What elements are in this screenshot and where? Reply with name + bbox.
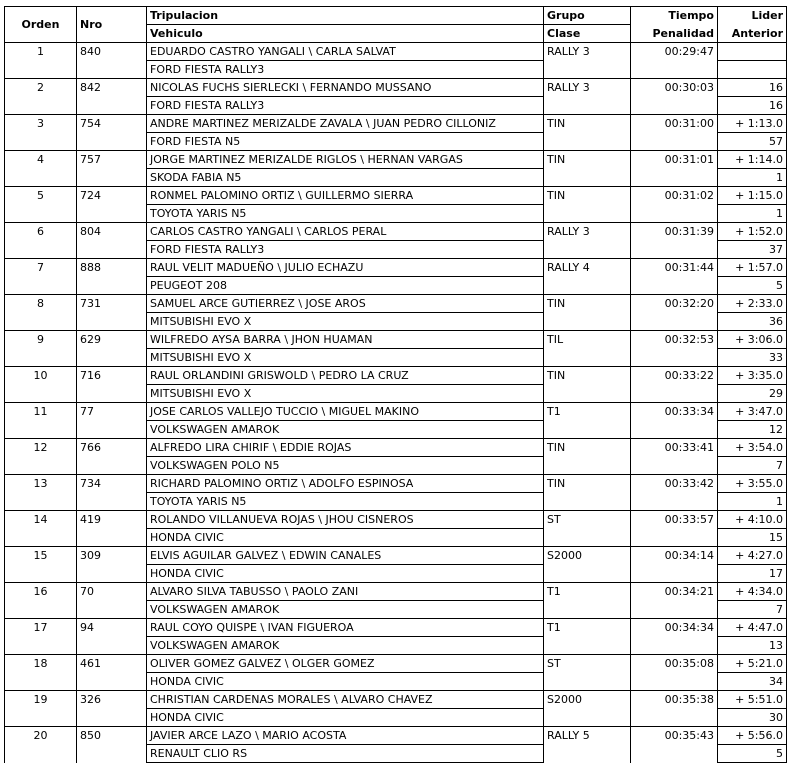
lider-cell: + 1:52.0 [718,223,787,241]
nro-cell: 724 [77,187,147,223]
orden-cell: 19 [5,691,77,727]
orden-cell: 7 [5,259,77,295]
tiempo-cell: 00:33:42 [631,475,718,511]
tripulacion-cell: JORGE MARTINEZ MERIZALDE RIGLOS \ HERNAN VARGAS [147,151,544,169]
anterior-cell: 57 [718,133,787,151]
tripulacion-cell: JOSE CARLOS VALLEJO TUCCIO \ MIGUEL MAKINO [147,403,544,421]
nro-cell: 716 [77,367,147,403]
table-row [5,439,787,457]
grupo-cell: TIN [544,295,631,331]
vehiculo-cell: VOLKSWAGEN AMAROK [147,601,544,619]
lider-cell: + 1:14.0 [718,151,787,169]
orden-cell: 18 [5,655,77,691]
tiempo-cell: 00:34:21 [631,583,718,619]
grupo-cell: T1 [544,619,631,655]
tiempo-cell: 00:31:02 [631,187,718,223]
table-row [5,331,787,349]
header-anterior: Anterior [718,25,787,43]
grupo-cell: TIN [544,187,631,223]
anterior-cell: 15 [718,529,787,547]
lider-cell: + 4:10.0 [718,511,787,529]
tripulacion-cell: ANDRE MARTINEZ MERIZALDE ZAVALA \ JUAN PEDRO CILLONIZ [147,115,544,133]
tiempo-cell: 00:35:08 [631,655,718,691]
tiempo-cell: 00:33:22 [631,367,718,403]
lider-cell: + 5:51.0 [718,691,787,709]
tripulacion-cell: JAVIER ARCE LAZO \ MARIO ACOSTA [147,727,544,745]
anterior-cell: 30 [718,709,787,727]
tiempo-cell: 00:31:01 [631,151,718,187]
table-row [5,655,787,673]
tiempo-cell: 00:34:34 [631,619,718,655]
header-vehiculo: Vehiculo [147,25,544,43]
table-row [5,583,787,601]
tiempo-cell: 00:32:20 [631,295,718,331]
table-row [5,259,787,277]
lider-cell: + 5:21.0 [718,655,787,673]
anterior-cell: 34 [718,673,787,691]
lider-cell: + 3:06.0 [718,331,787,349]
nro-cell: 629 [77,331,147,367]
table-row [5,223,787,241]
lider-cell: + 3:35.0 [718,367,787,385]
orden-cell: 17 [5,619,77,655]
nro-cell: 757 [77,151,147,187]
vehiculo-cell: FORD FIESTA RALLY3 [147,61,544,79]
anterior-cell: 29 [718,385,787,403]
tiempo-cell: 00:35:43 [631,727,718,763]
tripulacion-cell: CARLOS CASTRO YANGALI \ CARLOS PERAL [147,223,544,241]
table-row [5,619,787,637]
tripulacion-cell: RONMEL PALOMINO ORTIZ \ GUILLERMO SIERRA [147,187,544,205]
tiempo-cell: 00:33:34 [631,403,718,439]
vehiculo-cell: FORD FIESTA N5 [147,133,544,151]
grupo-cell: ST [544,655,631,691]
table-row [5,187,787,205]
table-row [5,115,787,133]
vehiculo-cell: VOLKSWAGEN AMAROK [147,421,544,439]
vehiculo-cell: TOYOTA YARIS N5 [147,205,544,223]
grupo-cell: TIN [544,151,631,187]
orden-cell: 12 [5,439,77,475]
lider-cell: + 1:15.0 [718,187,787,205]
vehiculo-cell: TOYOTA YARIS N5 [147,493,544,511]
vehiculo-cell: RENAULT CLIO RS [147,745,544,763]
vehiculo-cell: FORD FIESTA RALLY3 [147,241,544,259]
nro-cell: 70 [77,583,147,619]
vehiculo-cell: VOLKSWAGEN POLO N5 [147,457,544,475]
orden-cell: 4 [5,151,77,187]
grupo-cell: RALLY 3 [544,43,631,79]
tripulacion-cell: NICOLAS FUCHS SIERLECKI \ FERNANDO MUSSANO [147,79,544,97]
header-row-1 [5,7,787,25]
grupo-cell: RALLY 3 [544,79,631,115]
lider-cell [718,43,787,61]
nro-cell: 419 [77,511,147,547]
grupo-cell: RALLY 4 [544,259,631,295]
orden-cell: 2 [5,79,77,115]
nro-cell: 850 [77,727,147,763]
vehiculo-cell: HONDA CIVIC [147,709,544,727]
tripulacion-cell: ALFREDO LIRA CHIRIF \ EDDIE ROJAS [147,439,544,457]
anterior-cell: 5 [718,277,787,295]
vehiculo-cell: HONDA CIVIC [147,673,544,691]
nro-cell: 309 [77,547,147,583]
anterior-cell: 33 [718,349,787,367]
vehiculo-cell: FORD FIESTA RALLY3 [147,97,544,115]
nro-cell: 734 [77,475,147,511]
grupo-cell: T1 [544,403,631,439]
nro-cell: 461 [77,655,147,691]
lider-cell: + 3:54.0 [718,439,787,457]
lider-cell: + 1:57.0 [718,259,787,277]
vehiculo-cell: PEUGEOT 208 [147,277,544,295]
table-row [5,727,787,745]
anterior-cell: 17 [718,565,787,583]
vehiculo-cell: MITSUBISHI EVO X [147,313,544,331]
nro-cell: 326 [77,691,147,727]
vehiculo-cell: MITSUBISHI EVO X [147,385,544,403]
tripulacion-cell: RAUL ORLANDINI GRISWOLD \ PEDRO LA CRUZ [147,367,544,385]
lider-cell: 16 [718,79,787,97]
orden-cell: 8 [5,295,77,331]
grupo-cell: TIN [544,475,631,511]
header-orden: Orden [5,7,77,43]
tiempo-cell: 00:31:00 [631,115,718,151]
grupo-cell: T1 [544,583,631,619]
tripulacion-cell: RICHARD PALOMINO ORTIZ \ ADOLFO ESPINOSA [147,475,544,493]
header-tiempo: Tiempo [631,7,718,25]
anterior-cell: 36 [718,313,787,331]
header-grupo: Grupo [544,7,631,25]
nro-cell: 77 [77,403,147,439]
nro-cell: 842 [77,79,147,115]
table-row [5,79,787,97]
vehiculo-cell: MITSUBISHI EVO X [147,349,544,367]
lider-cell: + 4:34.0 [718,583,787,601]
tripulacion-cell: ELVIS AGUILAR GALVEZ \ EDWIN CANALES [147,547,544,565]
orden-cell: 10 [5,367,77,403]
orden-cell: 3 [5,115,77,151]
grupo-cell: S2000 [544,691,631,727]
nro-cell: 766 [77,439,147,475]
tiempo-cell: 00:33:57 [631,511,718,547]
table-row [5,43,787,61]
header-nro: Nro [77,7,147,43]
tripulacion-cell: EDUARDO CASTRO YANGALI \ CARLA SALVAT [147,43,544,61]
tripulacion-cell: ROLANDO VILLANUEVA ROJAS \ JHOU CISNEROS [147,511,544,529]
header-clase: Clase [544,25,631,43]
grupo-cell: RALLY 5 [544,727,631,763]
tiempo-cell: 00:29:47 [631,43,718,79]
orden-cell: 14 [5,511,77,547]
nro-cell: 840 [77,43,147,79]
anterior-cell: 1 [718,205,787,223]
table-row [5,151,787,169]
table-row [5,367,787,385]
orden-cell: 16 [5,583,77,619]
tiempo-cell: 00:31:44 [631,259,718,295]
anterior-cell: 7 [718,457,787,475]
anterior-cell [718,61,787,79]
nro-cell: 804 [77,223,147,259]
tiempo-cell: 00:33:41 [631,439,718,475]
orden-cell: 6 [5,223,77,259]
grupo-cell: TIL [544,331,631,367]
tripulacion-cell: CHRISTIAN CARDENAS MORALES \ ALVARO CHAVEZ [147,691,544,709]
orden-cell: 15 [5,547,77,583]
results-table [4,6,787,763]
header-penalidad: Penalidad [631,25,718,43]
orden-cell: 5 [5,187,77,223]
tripulacion-cell: RAUL COYO QUISPE \ IVAN FIGUEROA [147,619,544,637]
nro-cell: 94 [77,619,147,655]
orden-cell: 9 [5,331,77,367]
tiempo-cell: 00:30:03 [631,79,718,115]
anterior-cell: 1 [718,493,787,511]
tripulacion-cell: WILFREDO AYSA BARRA \ JHON HUAMAN [147,331,544,349]
tripulacion-cell: ALVARO SILVA TABUSSO \ PAOLO ZANI [147,583,544,601]
table-row [5,295,787,313]
lider-cell: + 2:33.0 [718,295,787,313]
orden-cell: 1 [5,43,77,79]
table-row [5,691,787,709]
nro-cell: 888 [77,259,147,295]
tripulacion-cell: SAMUEL ARCE GUTIERREZ \ JOSE AROS [147,295,544,313]
grupo-cell: TIN [544,367,631,403]
anterior-cell: 16 [718,97,787,115]
vehiculo-cell: HONDA CIVIC [147,529,544,547]
anterior-cell: 37 [718,241,787,259]
tiempo-cell: 00:35:38 [631,691,718,727]
anterior-cell: 13 [718,637,787,655]
orden-cell: 13 [5,475,77,511]
orden-cell: 20 [5,727,77,763]
anterior-cell: 1 [718,169,787,187]
grupo-cell: RALLY 3 [544,223,631,259]
table-row [5,511,787,529]
grupo-cell: TIN [544,115,631,151]
vehiculo-cell: SKODA FABIA N5 [147,169,544,187]
lider-cell: + 5:56.0 [718,727,787,745]
tiempo-cell: 00:32:53 [631,331,718,367]
tripulacion-cell: RAUL VELIT MADUEÑO \ JULIO ECHAZU [147,259,544,277]
grupo-cell: TIN [544,439,631,475]
lider-cell: + 3:55.0 [718,475,787,493]
tiempo-cell: 00:31:39 [631,223,718,259]
anterior-cell: 12 [718,421,787,439]
tripulacion-cell: OLIVER GOMEZ GALVEZ \ OLGER GOMEZ [147,655,544,673]
table-row [5,403,787,421]
header-lider: Lider [718,7,787,25]
nro-cell: 754 [77,115,147,151]
grupo-cell: ST [544,511,631,547]
lider-cell: + 4:27.0 [718,547,787,565]
results-body [5,43,787,763]
lider-cell: + 4:47.0 [718,619,787,637]
table-row [5,475,787,493]
grupo-cell: S2000 [544,547,631,583]
orden-cell: 11 [5,403,77,439]
lider-cell: + 1:13.0 [718,115,787,133]
anterior-cell: 7 [718,601,787,619]
lider-cell: + 3:47.0 [718,403,787,421]
tiempo-cell: 00:34:14 [631,547,718,583]
header-tripulacion: Tripulacion [147,7,544,25]
vehiculo-cell: HONDA CIVIC [147,565,544,583]
anterior-cell: 5 [718,745,787,763]
vehiculo-cell: VOLKSWAGEN AMAROK [147,637,544,655]
table-row [5,547,787,565]
nro-cell: 731 [77,295,147,331]
